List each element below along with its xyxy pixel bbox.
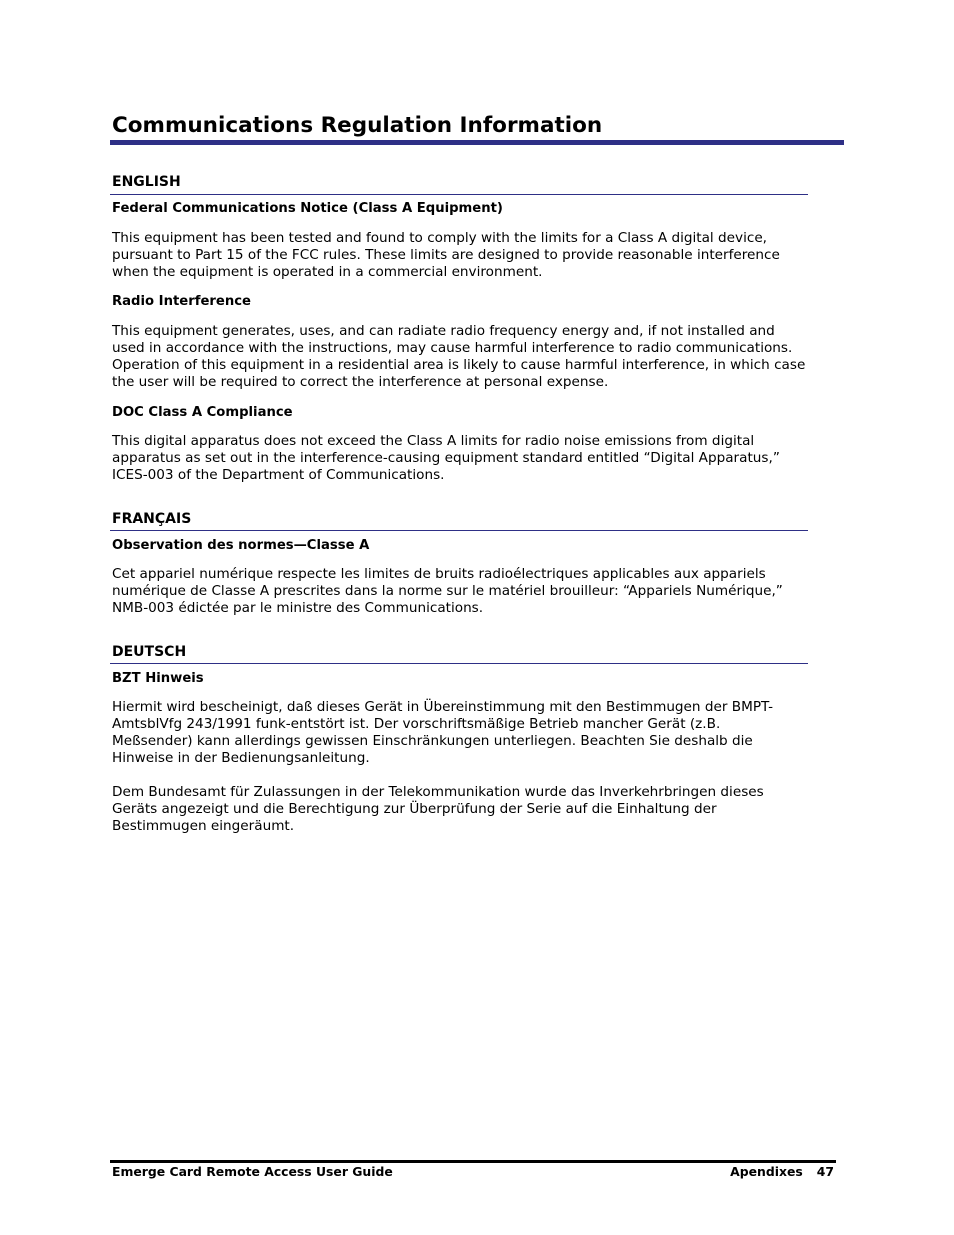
paragraph-bzt-hinweis: Hiermit wird bescheinigt, daß dieses Gerät in Übereinstimmung mit den Bestimmugen der BMPT- AmtsblVfg 243/1991 funk-entstört ist. Der vorschriftsmäßige Betrieb mancher Gerät (z.B. Meßsender) kann allerdings gewissen Einschränkungen unterliegen. Beachten Sie deshalb die Hinweise in der Bedienungsanleitung. xyxy=(112,699,773,767)
footer-section-name: Apendixes xyxy=(730,1164,803,1179)
paragraph-doc-compliance: This digital apparatus does not exceed the Class A limits for radio noise emissions from digital apparatus as set out in the interference-causing equipment standard entitled “Digital Apparatus,” ICES-003 of the Department of Communications. xyxy=(112,433,780,484)
page-title: Communications Regulation Information xyxy=(112,113,603,138)
paragraph-bundesamt: Dem Bundesamt für Zulassungen in der Telekommunikation wurde das Inverkehrbringen dieses Geräts angezeigt und die Berechtigung zur Überprüfung der Serie auf die Einhaltung der Bestimmugen eingeräumt. xyxy=(112,784,764,835)
footer-rule xyxy=(110,1160,836,1163)
subheading-observation-normes: Observation des normes—Classe A xyxy=(112,538,370,553)
paragraph-fcc-notice: This equipment has been tested and found to comply with the limits for a Class A digital device, pursuant to Part 15 of the FCC rules. These limits are designed to provide reasonable interference when the equipment is operated in a commercial environment. xyxy=(112,230,780,281)
section-heading-francais: FRANÇAIS xyxy=(112,511,192,527)
paragraph-radio-interference: This equipment generates, uses, and can radiate radio frequency energy and, if not installed and used in accordance with the instructions, may cause harmful interference to radio communications. Operation of this equipment in a residential area is likely to cause harmful interference, in which case the user will be required to correct the interference at personal expense. xyxy=(112,323,806,391)
title-rule xyxy=(110,140,844,145)
subheading-fcc-notice: Federal Communications Notice (Class A Equipment) xyxy=(112,201,503,216)
footer-guide-title: Emerge Card Remote Access User Guide xyxy=(112,1164,393,1179)
section-english xyxy=(112,173,808,191)
footer-page-info xyxy=(730,1164,834,1180)
section-deutsch xyxy=(112,643,808,661)
section-heading-deutsch: DEUTSCH xyxy=(112,644,187,660)
subheading-radio-interference: Radio Interference xyxy=(112,294,251,309)
section-rule-english xyxy=(110,194,808,195)
subheading-doc-compliance: DOC Class A Compliance xyxy=(112,405,293,420)
footer-page-number: 47 xyxy=(816,1164,834,1179)
section-rule-deutsch xyxy=(110,663,808,664)
section-francais xyxy=(112,510,808,528)
paragraph-observation-normes: Cet appariel numérique respecte les limites de bruits radioélectriques applicables aux appariels numérique de Classe A prescrites dans la norme sur le matériel brouilleur: “Appariels Numérique,” NMB-003 édictée par le ministre des Communications. xyxy=(112,566,783,617)
section-heading-english: ENGLISH xyxy=(112,174,181,190)
section-rule-francais xyxy=(110,530,808,531)
subheading-bzt-hinweis: BZT Hinweis xyxy=(112,671,204,686)
